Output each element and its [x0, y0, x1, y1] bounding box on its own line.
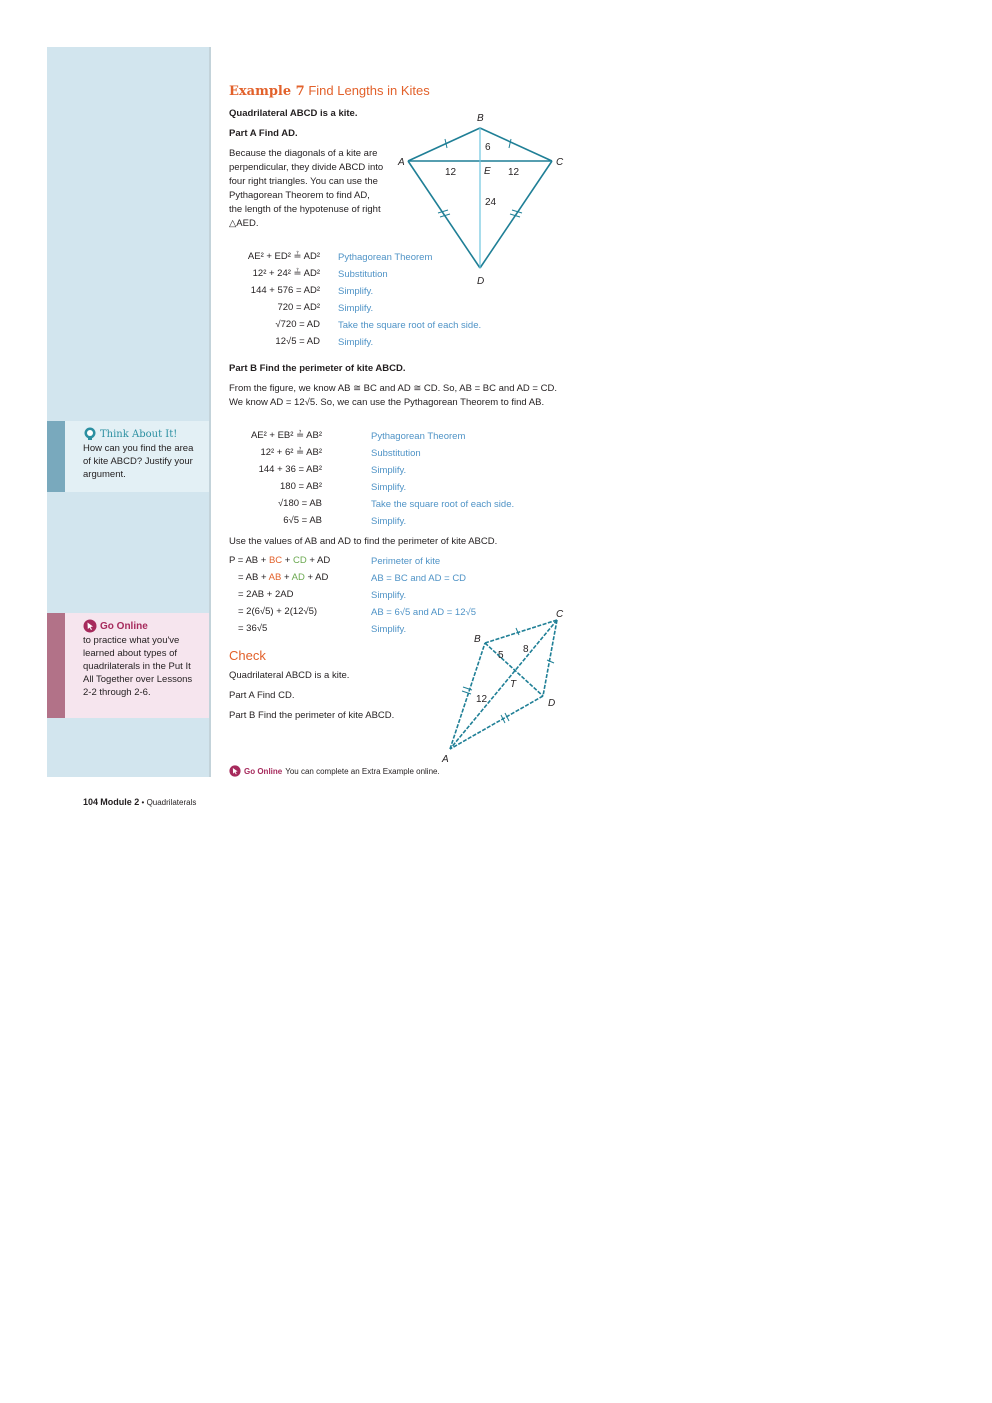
- think-about-it-title: Think About It!: [100, 428, 178, 440]
- part-a-step-note: Simplify.: [338, 337, 374, 348]
- tick-da: [505, 713, 509, 721]
- check-diagonal-ac: [450, 620, 557, 749]
- cursor-icon: [229, 765, 241, 777]
- label-t: T: [510, 679, 517, 690]
- perimeter-step-eq: = 2AB + 2AD: [238, 589, 294, 600]
- part-b-step-note: Simplify.: [371, 516, 407, 527]
- check-title: Check: [229, 648, 266, 663]
- label-b: B: [474, 634, 481, 645]
- length-be: 6: [485, 142, 491, 153]
- part-b-text: From the figure, we know AB ≅ BC and AD ≅ CD. So, AB = BC and AD = CD. We know AD = 12√5. So, we can use the Pythagorean Theorem to find AB.: [229, 383, 557, 408]
- label-a: A: [442, 754, 449, 765]
- think-about-it-callout: [47, 421, 209, 492]
- perimeter-step-note: Perimeter of kite: [371, 556, 441, 567]
- perimeter-intro: Use the values of AB and AD to find the perimeter of kite ABCD.: [229, 536, 498, 547]
- part-b-step-eq: 6√5 = AB: [283, 515, 322, 526]
- example-heading: Find Lengths in Kites: [308, 83, 430, 98]
- part-b-step-eq: 12² + 6² ≟ AB²: [260, 447, 322, 458]
- perimeter-step-note: Simplify.: [371, 624, 407, 635]
- part-b-step-eq: AE² + EB² ≟ AB²: [250, 430, 322, 441]
- part-b-step-note: Simplify.: [371, 482, 407, 493]
- part-a-step-note: Take the square root of each side.: [338, 320, 482, 331]
- part-b-step-eq: 180 = AB²: [280, 481, 322, 492]
- length-ec: 12: [508, 167, 520, 178]
- go-online-title[interactable]: Go Online: [100, 620, 148, 632]
- part-a-step-note: Simplify.: [338, 303, 374, 314]
- perimeter-step-eq: P = AB + BC + CD + AD: [229, 555, 331, 566]
- callout-bar: [47, 421, 65, 492]
- think-about-it-text: How can you find the area of kite ABCD? Justify your argument.: [83, 443, 194, 480]
- example-intro: Quadrilateral ABCD is a kite.: [229, 108, 358, 119]
- part-b-title: Part B Find the perimeter of kite ABCD.: [229, 363, 406, 374]
- length-bt: 5: [498, 650, 504, 661]
- part-a-step-eq: 144 + 576 = AD²: [250, 285, 320, 296]
- part-b-step-note: Substitution: [371, 448, 421, 459]
- go-online-callout[interactable]: [47, 613, 209, 718]
- part-a-step-note: Substitution: [338, 269, 388, 280]
- part-a-step-eq: AE² + ED² ≟ AD²: [247, 251, 320, 262]
- footer-topic: Quadrilaterals: [146, 798, 197, 807]
- part-a-step-note: Simplify.: [338, 286, 374, 297]
- footer-separator: •: [141, 798, 145, 807]
- part-a-step-eq: 720 = AD²: [277, 302, 320, 313]
- check-intro: Quadrilateral ABCD is a kite.: [229, 670, 350, 681]
- check-side-bc: [485, 620, 557, 643]
- part-b-step-note: Simplify.: [371, 465, 407, 476]
- label-a: A: [398, 157, 405, 168]
- label-e: E: [484, 166, 491, 177]
- part-a-step-note: Pythagorean Theorem: [338, 252, 433, 263]
- callout-bar: [47, 613, 65, 718]
- label-c: C: [556, 609, 564, 620]
- perimeter-step-eq: = 36√5: [238, 623, 268, 634]
- perimeter-step-eq: = AB + AB + AD + AD: [238, 572, 329, 583]
- part-a-step-eq: 12² + 24² ≟ AD²: [252, 268, 320, 279]
- part-b-step-eq: √180 = AB: [277, 498, 322, 509]
- example-title: [229, 83, 430, 99]
- go-online-extra[interactable]: [229, 765, 440, 777]
- lightbulb-icon: [83, 427, 97, 441]
- part-b-step-note: Pythagorean Theorem: [371, 431, 466, 442]
- length-ct: 8: [523, 644, 529, 655]
- part-a-text: Because the diagonals of a kite are perpendicular, they divide ABCD into four right triangles. You can use the Pythagorean Theorem to find AD, the length of the hypotenuse of right △AED.: [229, 148, 384, 229]
- length-at: 12: [476, 694, 488, 705]
- check-part-b: Part B Find the perimeter of kite ABCD.: [229, 710, 395, 721]
- kite-side-bc: [480, 128, 552, 161]
- page-footer: [83, 797, 196, 807]
- label-d: D: [548, 698, 556, 709]
- part-a-title: Part A Find AD.: [229, 128, 298, 139]
- go-online-extra-label[interactable]: Go Online: [244, 766, 283, 776]
- perimeter-step-eq: = 2(6√5) + 2(12√5): [238, 606, 318, 617]
- part-b-step-eq: 144 + 36 = AB²: [258, 464, 322, 475]
- part-a-step-eq: 12√5 = AD: [275, 336, 320, 347]
- perimeter-step-note: Simplify.: [371, 590, 407, 601]
- module-name: Module 2: [100, 797, 140, 807]
- tick-cd: [547, 660, 554, 663]
- go-online-extra-text: You can complete an Extra Example online.: [285, 766, 440, 776]
- kite-side-ab: [408, 128, 480, 161]
- sidebar-divider: [209, 47, 211, 777]
- page-number: 104: [83, 797, 99, 807]
- perimeter-step-note: AB = BC and AD = CD: [371, 573, 467, 584]
- check-kite-figure: [440, 605, 570, 765]
- check-side-da: [450, 696, 543, 749]
- perimeter-step-note: AB = 6√5 and AD = 12√5: [371, 607, 476, 618]
- length-ed: 24: [485, 197, 497, 208]
- part-b-step-note: Take the square root of each side.: [371, 499, 515, 510]
- check-part-a: Part A Find CD.: [229, 690, 295, 701]
- label-d: D: [477, 276, 485, 287]
- length-ae: 12: [445, 167, 457, 178]
- label-c: C: [556, 157, 564, 168]
- check-side-cd: [543, 620, 557, 696]
- example-number: Example 7: [229, 84, 305, 99]
- cursor-icon: [83, 619, 97, 633]
- go-online-text: to practice what you've learned about types of quadrilaterals in the Put It All Together over Lessons 2-2 through 2-6.: [83, 635, 193, 698]
- tick-bc: [509, 139, 511, 148]
- part-a-step-eq: √720 = AD: [275, 319, 320, 330]
- label-b: B: [477, 113, 484, 124]
